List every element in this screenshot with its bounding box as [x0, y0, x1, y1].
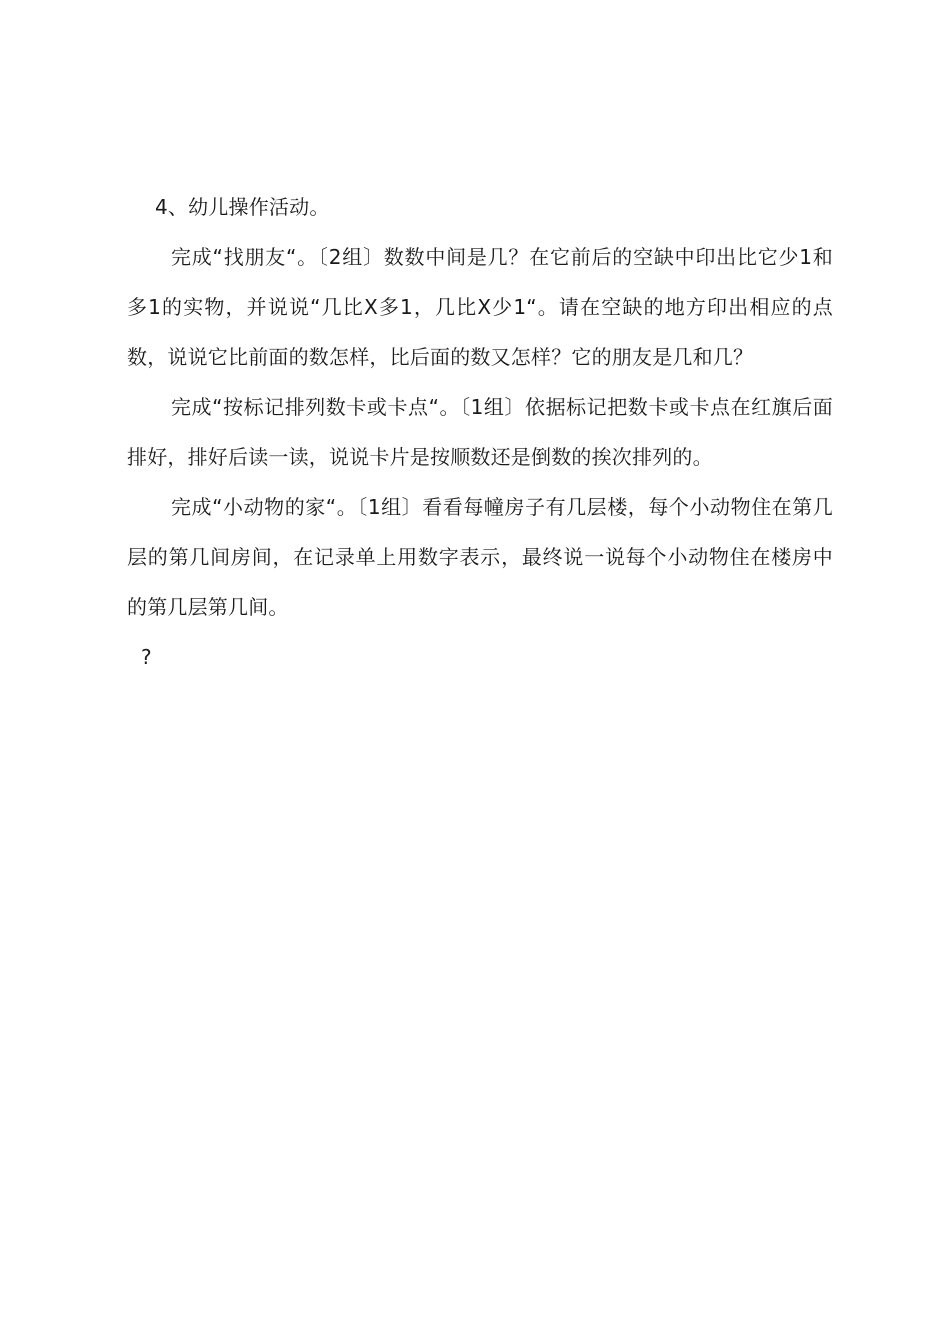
trailing-question-mark: ? — [141, 645, 152, 669]
document-body — [127, 182, 833, 682]
section-heading: 4、幼儿操作活动。 — [155, 195, 330, 219]
paragraph-animal-home: 完成“小动物的家“。〔1组〕看看每幢房子有几层楼，每个小动物住在第几层的第几间房间，在记录单上用数字表示，最终说一说每个小动物住在楼房中的第几层第几间。 — [127, 495, 833, 619]
paragraph-find-friends: 完成“找朋友“。〔2组〕数数中间是几？在它前后的空缺中印出比它少1和多1的实物，并说说“几比X多1，几比X少1“。请在空缺的地方印出相应的点数，说说它比前面的数怎样，比后面的数又怎样？它的朋友是几和几？ — [127, 245, 833, 369]
paragraph-arrange-cards: 完成“按标记排列数卡或卡点“。〔1组〕依据标记把数卡或卡点在红旗后面排好，排好后读一读，说说卡片是按顺数还是倒数的挨次排列的。 — [127, 395, 833, 469]
